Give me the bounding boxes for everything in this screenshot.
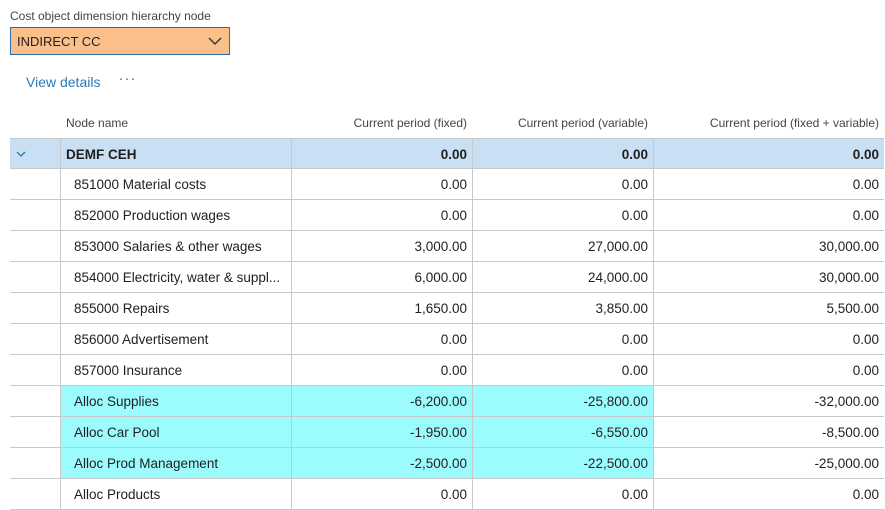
table-row[interactable] [10,200,884,231]
row-gutter [10,231,60,261]
table-row[interactable] [10,231,884,262]
row-gutter [10,448,60,478]
table-row[interactable] [10,448,884,479]
variable-cell[interactable]: 0.00 [472,169,653,199]
variable-cell[interactable]: 0.00 [472,324,653,354]
grid-header [10,112,884,138]
grid-rows [10,138,884,510]
variable-cell[interactable]: 0.00 [472,479,653,509]
node-name-cell[interactable]: 852000 Production wages [60,200,291,230]
fixed-cell[interactable]: 3,000.00 [291,231,472,261]
row-gutter [10,169,60,199]
total-cell[interactable]: 30,000.00 [653,262,884,292]
variable-cell[interactable]: 0.00 [472,200,653,230]
row-gutter [10,139,60,169]
fixed-cell[interactable]: 0.00 [291,139,472,169]
fixed-cell[interactable]: -2,500.00 [291,448,472,478]
node-name-cell[interactable]: Alloc Products [60,479,291,509]
variable-cell[interactable]: 27,000.00 [472,231,653,261]
variable-cell[interactable]: -22,500.00 [472,448,653,478]
total-cell[interactable]: 0.00 [653,479,884,509]
fixed-cell[interactable]: 0.00 [291,355,472,385]
row-gutter [10,262,60,292]
total-cell[interactable]: 0.00 [653,139,884,169]
variable-cell[interactable]: 0.00 [472,355,653,385]
row-gutter [10,355,60,385]
column-header-fixed[interactable]: Current period (fixed) [353,116,467,130]
collapse-chevron-icon[interactable] [14,147,28,161]
table-row[interactable] [10,386,884,417]
row-gutter [10,293,60,323]
node-name-cell[interactable]: 857000 Insurance [60,355,291,385]
node-name-cell[interactable]: 854000 Electricity, water & suppl... [60,262,291,292]
row-gutter [10,386,60,416]
variable-cell[interactable]: 24,000.00 [472,262,653,292]
variable-cell[interactable]: -6,550.00 [472,417,653,447]
hierarchy-node-dropdown[interactable] [10,27,230,55]
column-header-total[interactable]: Current period (fixed + variable) [709,116,879,130]
table-row[interactable] [10,355,884,386]
table-row[interactable] [10,293,884,324]
table-row-parent[interactable] [10,138,884,169]
table-row[interactable] [10,417,884,448]
node-name-cell[interactable]: Alloc Supplies [60,386,291,416]
node-name-cell[interactable]: Alloc Prod Management [60,448,291,478]
dropdown-value: INDIRECT CC [17,33,101,49]
fixed-cell[interactable]: -1,950.00 [291,417,472,447]
hierarchy-grid [10,112,884,510]
cost-object-label: Cost object dimension hierarchy node [10,9,211,23]
node-name-cell[interactable]: 851000 Material costs [60,169,291,199]
total-cell[interactable]: -32,000.00 [653,386,884,416]
fixed-cell[interactable]: 1,650.00 [291,293,472,323]
fixed-cell[interactable]: -6,200.00 [291,386,472,416]
more-options-icon[interactable]: ··· [118,70,137,87]
node-name-cell[interactable]: 855000 Repairs [60,293,291,323]
node-name-cell[interactable]: 856000 Advertisement [60,324,291,354]
fixed-cell[interactable]: 0.00 [291,324,472,354]
total-cell[interactable]: -8,500.00 [653,417,884,447]
table-row[interactable] [10,262,884,293]
view-details-link[interactable]: View details [26,74,101,90]
node-name-cell[interactable]: DEMF CEH [60,139,291,169]
fixed-cell[interactable]: 0.00 [291,479,472,509]
row-gutter [10,200,60,230]
total-cell[interactable]: 0.00 [653,169,884,199]
row-gutter [10,324,60,354]
fixed-cell[interactable]: 0.00 [291,200,472,230]
node-name-cell[interactable]: 853000 Salaries & other wages [60,231,291,261]
total-cell[interactable]: 0.00 [653,324,884,354]
column-header-variable[interactable]: Current period (variable) [517,116,648,130]
table-row[interactable] [10,324,884,355]
row-gutter [10,417,60,447]
variable-cell[interactable]: 0.00 [472,139,653,169]
total-cell[interactable]: 30,000.00 [653,231,884,261]
table-row[interactable] [10,479,884,510]
fixed-cell[interactable]: 0.00 [291,169,472,199]
table-row[interactable] [10,169,884,200]
chevron-down-icon [207,32,223,50]
variable-cell[interactable]: 3,850.00 [472,293,653,323]
column-header-node-name[interactable]: Node name [66,116,129,130]
fixed-cell[interactable]: 6,000.00 [291,262,472,292]
total-cell[interactable]: 0.00 [653,200,884,230]
node-name-cell[interactable]: Alloc Car Pool [60,417,291,447]
variable-cell[interactable]: -25,800.00 [472,386,653,416]
total-cell[interactable]: -25,000.00 [653,448,884,478]
total-cell[interactable]: 0.00 [653,355,884,385]
row-gutter [10,479,60,509]
total-cell[interactable]: 5,500.00 [653,293,884,323]
